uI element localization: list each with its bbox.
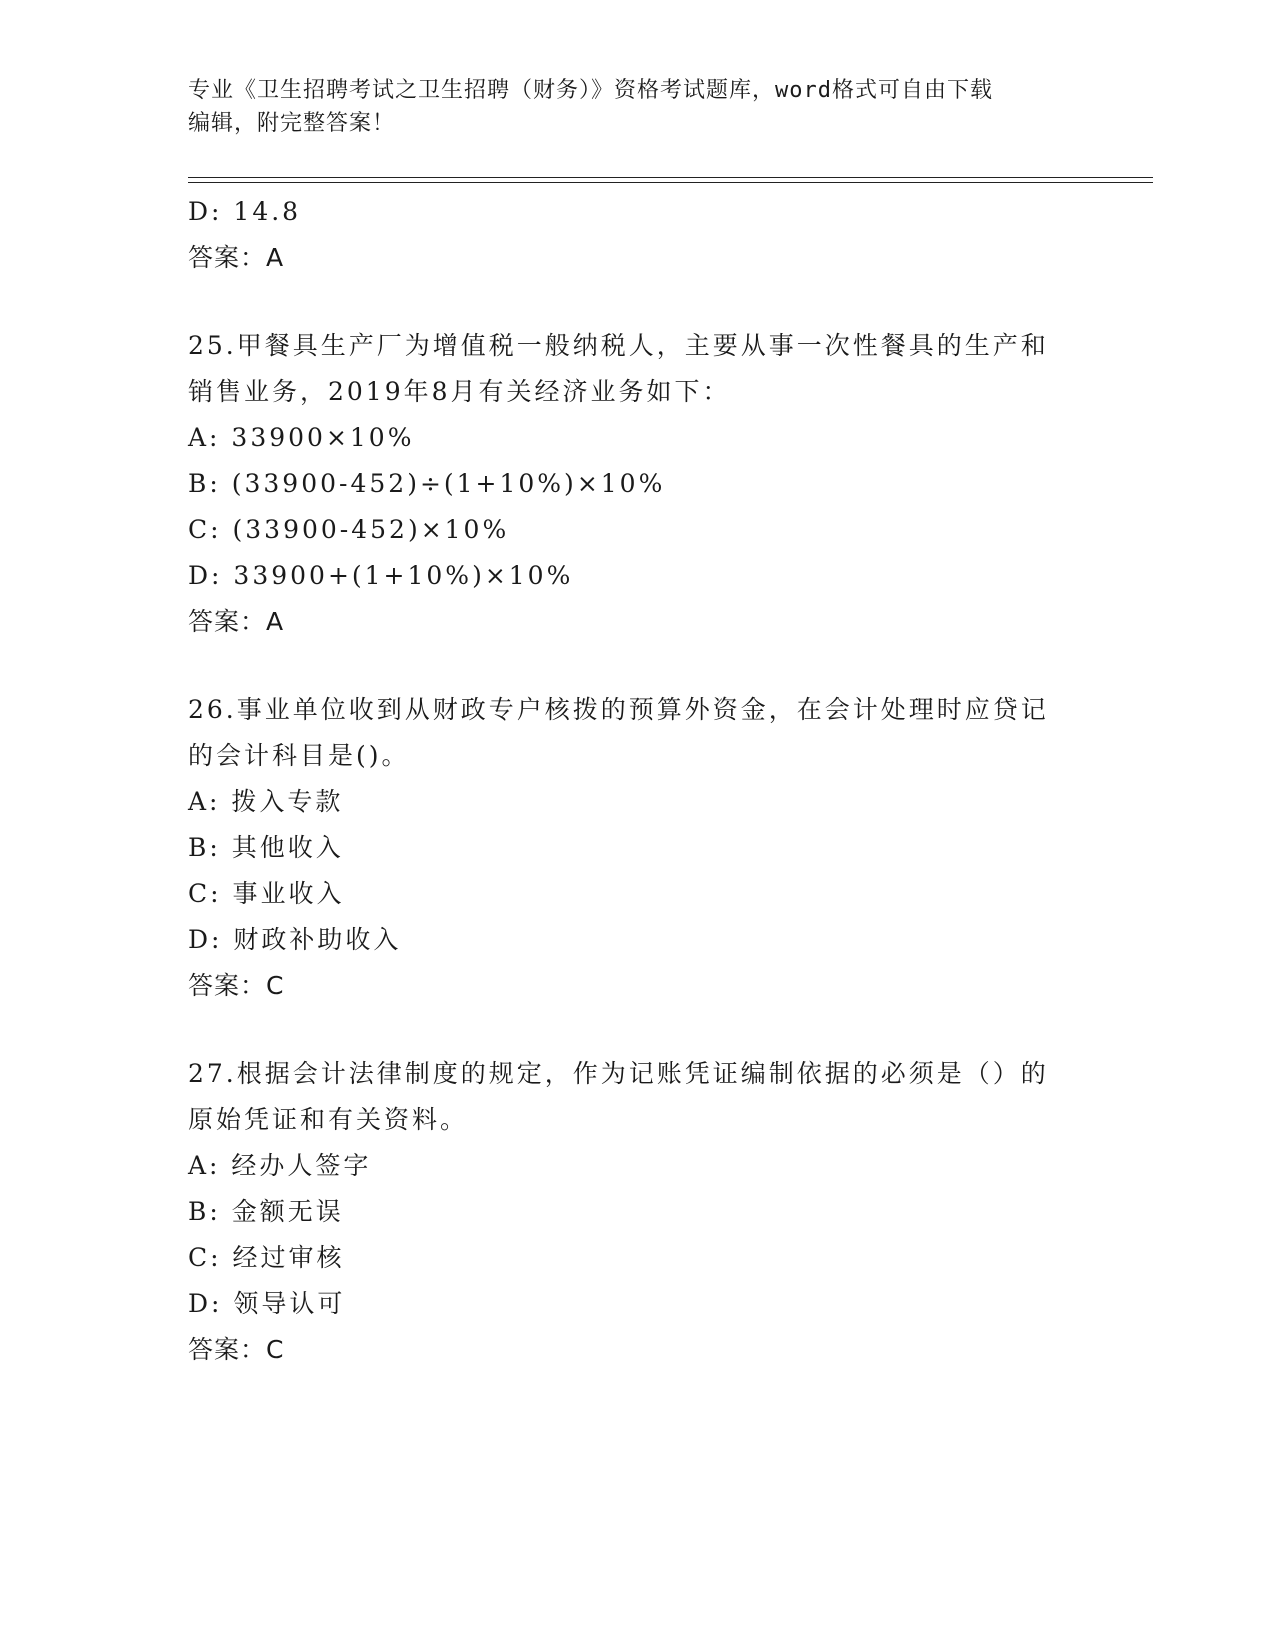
question-26 [188, 687, 1088, 1009]
answer-line: 答案：A [188, 607, 285, 636]
question-27 [188, 1051, 1088, 1373]
answer-line: 答案：C [188, 971, 285, 1000]
question-25 [188, 323, 1088, 645]
option-d: D: 领导认可 [188, 1289, 346, 1318]
option-d: D: 财政补助收入 [188, 925, 402, 954]
document-header [188, 74, 1068, 140]
answer-line: 答案：A [188, 243, 285, 272]
option-b: B: 金额无误 [188, 1197, 344, 1226]
question-list [188, 189, 1088, 1373]
question-stem-line-1: 27.根据会计法律制度的规定，作为记账凭证编制依据的必须是（）的 [188, 1059, 1049, 1088]
question-stem-line-2: 原始凭证和有关资料。 [188, 1105, 469, 1134]
header-rule-top [188, 177, 1153, 178]
option-b: B: (33900-452)÷(1+10%)×10% [188, 469, 666, 498]
header-line-2: 编辑，附完整答案！ [188, 111, 396, 136]
option-d: D: 33900+(1+10%)×10% [188, 561, 574, 590]
question-stem-line-1: 26.事业单位收到从财政专户核拨的预算外资金，在会计处理时应贷记 [188, 695, 1049, 724]
header-rule-bottom [188, 182, 1153, 183]
option-c: C: 事业收入 [188, 879, 345, 908]
question-stem-line-2: 销售业务，2019年8月有关经济业务如下： [188, 377, 731, 406]
question-stem-line-1: 25.甲餐具生产厂为增值税一般纳税人，主要从事一次性餐具的生产和 [188, 331, 1049, 360]
option-c: C: (33900-452)×10% [188, 515, 510, 544]
option-b: B: 其他收入 [188, 833, 344, 862]
option-d: D: 14.8 [188, 197, 302, 226]
answer-line: 答案：C [188, 1335, 285, 1364]
header-line-1: 专业《卫生招聘考试之卫生招聘（财务）》资格考试题库，word格式可自由下载 [188, 78, 993, 103]
option-a: A: 经办人签字 [188, 1151, 372, 1180]
option-a: A: 拨入专款 [188, 787, 344, 816]
option-c: C: 经过审核 [188, 1243, 345, 1272]
option-a: A: 33900×10% [188, 423, 415, 452]
previous-question-tail [188, 189, 1088, 281]
question-stem-line-2: 的会计科目是()。 [188, 741, 410, 770]
